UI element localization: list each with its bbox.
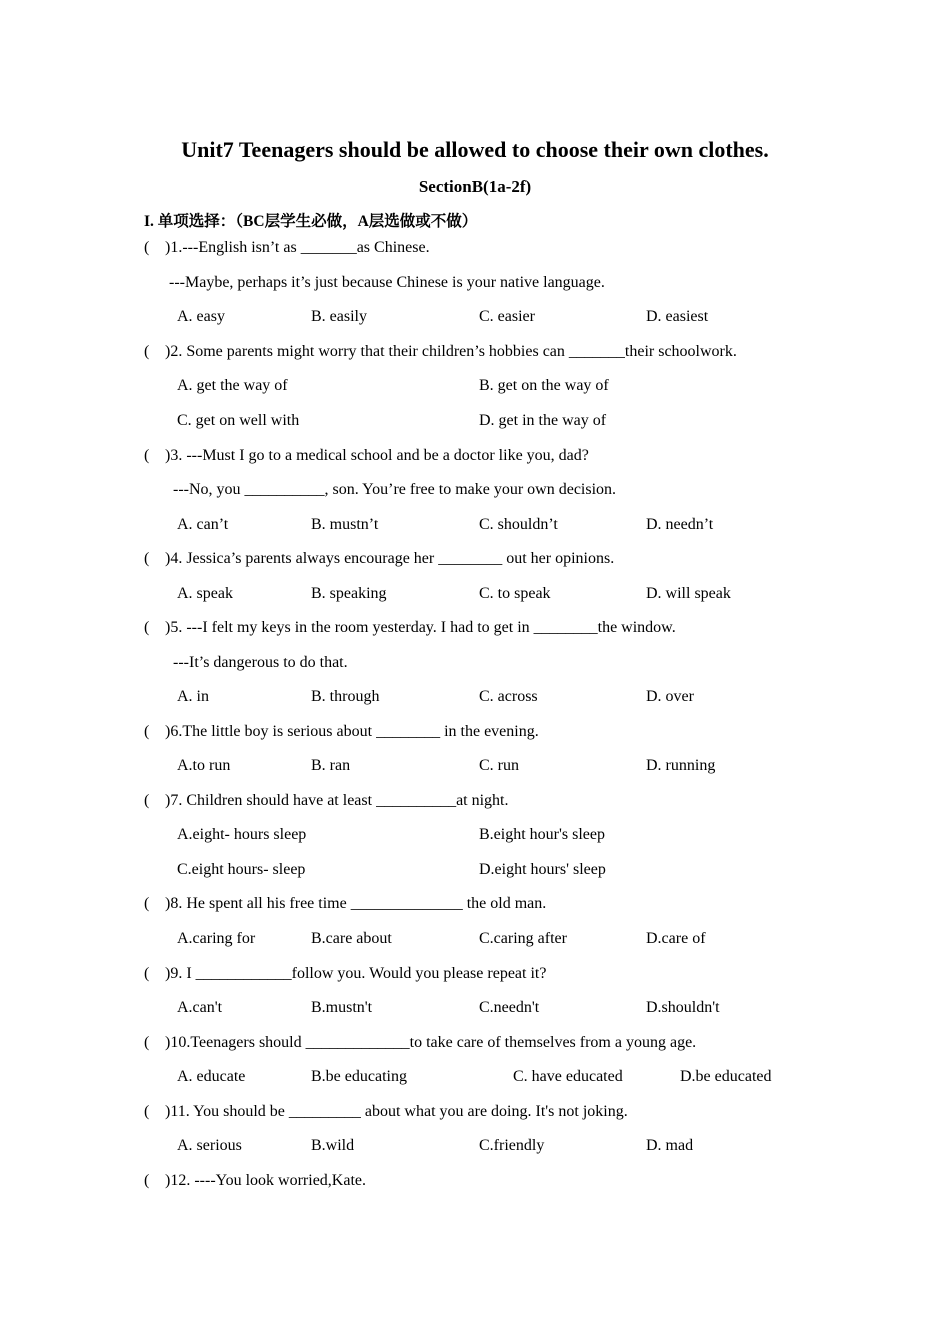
question-text: )7. Children should have at least __________at night. [165, 792, 509, 809]
option-a: A. educate [177, 1068, 246, 1085]
worksheet-subtitle: SectionB(1a-2f) [418, 177, 532, 196]
answer-paren: ( [144, 343, 150, 360]
option-d: D.care of [646, 930, 706, 947]
option-c: C. run [479, 757, 519, 774]
question-text: )5. ---I felt my keys in the room yesterday. I had to get in ________the window. [165, 619, 676, 636]
option-a: A. serious [177, 1137, 242, 1154]
question-text: )12. ----You look worried,Kate. [165, 1172, 366, 1189]
option-c: C.caring after [479, 930, 567, 947]
answer-paren: ( [144, 550, 150, 567]
option-c: C. have educated [513, 1068, 623, 1085]
question-text: )6.The little boy is serious about ________ in the evening. [165, 723, 539, 740]
option-b: B. mustn’t [311, 516, 379, 533]
option-a: A.eight- hours sleep [177, 826, 307, 843]
question-text: )1.---English isn’t as _______as Chinese. [165, 239, 430, 256]
option-c: C. shouldn’t [479, 516, 558, 533]
option-c: C.friendly [479, 1137, 545, 1154]
answer-paren: ( [144, 1103, 150, 1120]
answer-paren: ( [144, 895, 150, 912]
question-followup: ---It’s dangerous to do that. [173, 654, 348, 671]
option-d: D.shouldn't [646, 999, 720, 1016]
answer-paren: ( [144, 447, 150, 464]
question-text: )8. He spent all his free time ______________ the old man. [165, 895, 547, 912]
question-followup: ---No, you __________, son. You’re free to make your own decision. [173, 481, 617, 498]
question-text: )9. I ____________follow you. Would you please repeat it? [165, 965, 547, 982]
option-b: B. speaking [311, 585, 387, 602]
option-a: A. can’t [177, 516, 229, 533]
option-b: B.mustn't [311, 999, 373, 1016]
option-b: B.care about [311, 930, 392, 947]
option-b: B.eight hour's sleep [479, 826, 605, 843]
option-b: B.wild [311, 1137, 355, 1154]
option-d: D. will speak [646, 585, 731, 602]
question-text: )3. ---Must I go to a medical school and be a doctor like you, dad? [165, 447, 589, 464]
worksheet-title: Unit7 Teenagers should be allowed to choose their own clothes. [181, 137, 769, 162]
section-heading: I. 单项选择：（BC层学生必做，A层选做或不做） [144, 213, 478, 230]
option-d: D.eight hours' sleep [479, 861, 606, 878]
option-b: B. easily [311, 308, 367, 325]
option-d: D. easiest [646, 308, 709, 325]
option-a: A. get the way of [177, 377, 288, 394]
question-text: )4. Jessica’s parents always encourage her ________ out her opinions. [165, 550, 615, 567]
option-b: B. get on the way of [479, 377, 609, 394]
option-c: C. get on well with [177, 412, 300, 429]
option-a: A.can't [177, 999, 223, 1016]
option-c: C. to speak [479, 585, 551, 602]
question-text: )2. Some parents might worry that their children’s hobbies can _______their schoolwork. [165, 343, 737, 360]
option-d: D. running [646, 757, 716, 774]
option-d: D. get in the way of [479, 412, 607, 429]
option-c: C. easier [479, 308, 535, 325]
question-text: )10.Teenagers should _____________to take care of themselves from a young age. [165, 1034, 697, 1051]
option-d: D.be educated [680, 1068, 772, 1085]
option-a: A. easy [177, 308, 225, 325]
option-b: B. through [311, 688, 380, 705]
option-d: D. needn’t [646, 516, 714, 533]
option-c: C.eight hours- sleep [177, 861, 306, 878]
option-a: A.caring for [177, 930, 256, 947]
answer-paren: ( [144, 619, 150, 636]
answer-paren: ( [144, 1172, 150, 1189]
option-b: B. ran [311, 757, 351, 774]
option-b: B.be educating [311, 1068, 407, 1085]
option-a: A. in [177, 688, 209, 705]
question-text: )11. You should be _________ about what you are doing. It's not joking. [165, 1103, 628, 1120]
option-a: A. speak [177, 585, 233, 602]
answer-paren: ( [144, 965, 150, 982]
answer-paren: ( [144, 723, 150, 740]
option-d: D. over [646, 688, 694, 705]
answer-paren: ( [144, 1034, 150, 1051]
answer-paren: ( [144, 239, 150, 256]
option-c: C. across [479, 688, 538, 705]
question-followup: ---Maybe, perhaps it’s just because Chinese is your native language. [169, 274, 605, 291]
option-d: D. mad [646, 1137, 694, 1154]
option-a: A.to run [177, 757, 231, 774]
answer-paren: ( [144, 792, 150, 809]
option-c: C.needn't [479, 999, 540, 1016]
